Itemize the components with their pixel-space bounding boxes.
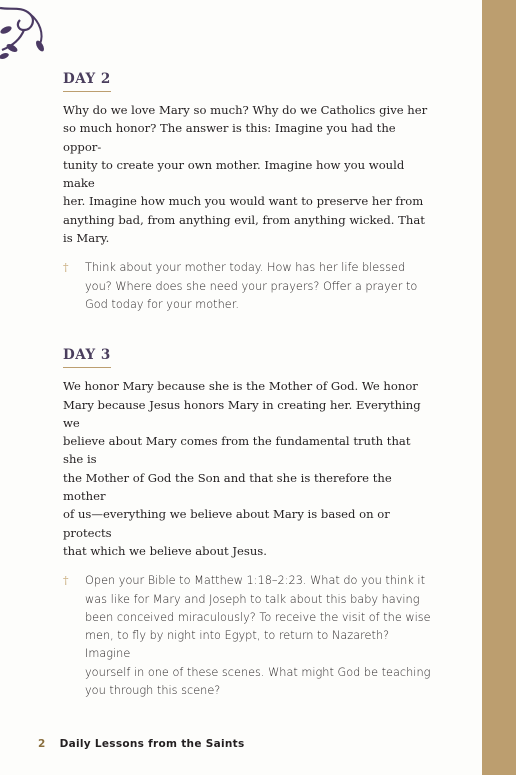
day-2-paragraph bbox=[63, 101, 431, 247]
text-line: Think about your mother today. How has her life blessed bbox=[85, 261, 406, 275]
text-line: men, to fly by night into Egypt, to return to Nazareth? Imagine bbox=[85, 629, 390, 661]
day-3-paragraph bbox=[63, 377, 431, 560]
text-line: was like for Mary and Joseph to talk about this baby having bbox=[85, 592, 420, 606]
cross-icon: † bbox=[63, 574, 69, 588]
day-3-reflection bbox=[63, 572, 431, 700]
page-number: 2 bbox=[38, 738, 46, 750]
vine-ornament-icon bbox=[0, 0, 60, 62]
gold-sidebar-strip bbox=[482, 0, 516, 775]
day-2-reflection-text bbox=[85, 259, 431, 314]
text-line: Why do we love Mary so much? Why do we Catholics give her bbox=[63, 103, 428, 117]
text-line: Open your Bible to Matthew 1:18–2:23. What do you think it bbox=[85, 574, 425, 588]
text-line: you through this scene? bbox=[85, 684, 221, 698]
cross-icon: † bbox=[63, 261, 69, 275]
text-line: We honor Mary because she is the Mother of God. We honor bbox=[63, 379, 418, 394]
text-line: you? Where does she need your prayers? Offer a prayer to bbox=[85, 279, 418, 293]
text-line: is Mary. bbox=[63, 231, 110, 246]
text-line: so much honor? The answer is this: Imagine you had the oppor- bbox=[63, 121, 396, 154]
text-line: that which we believe about Jesus. bbox=[63, 543, 267, 558]
text-line: tunity to create your own mother. Imagine how you would make bbox=[63, 157, 405, 191]
day-2-section bbox=[63, 68, 431, 314]
day-3-reflection-text bbox=[85, 572, 431, 700]
text-line: of us—everything we believe about Mary is based on or protects bbox=[63, 507, 390, 540]
day-3-section bbox=[63, 344, 431, 700]
day-3-heading: DAY 3 bbox=[63, 347, 111, 368]
day-2-reflection bbox=[63, 259, 431, 314]
text-line: the Mother of God the Son and that she is therefore the mother bbox=[63, 470, 392, 504]
text-line: yourself in one of these scenes. What might God be teaching bbox=[85, 665, 431, 679]
text-line: Mary because Jesus honors Mary in creating her. Everything we bbox=[63, 397, 421, 430]
text-line: God today for your mother. bbox=[85, 297, 239, 311]
page-content bbox=[63, 68, 431, 700]
text-line: anything bad, from anything evil, from anything wicked. That bbox=[63, 212, 425, 227]
text-line: her. Imagine how much you would want to preserve her from bbox=[63, 194, 424, 209]
page-footer bbox=[38, 738, 245, 750]
book-title: Daily Lessons from the Saints bbox=[59, 738, 245, 750]
day-2-heading: DAY 2 bbox=[63, 71, 111, 92]
text-line: been conceived miraculously? To receive the visit of the wise bbox=[85, 610, 431, 624]
text-line: believe about Mary comes from the fundamental truth that she is bbox=[63, 434, 411, 467]
